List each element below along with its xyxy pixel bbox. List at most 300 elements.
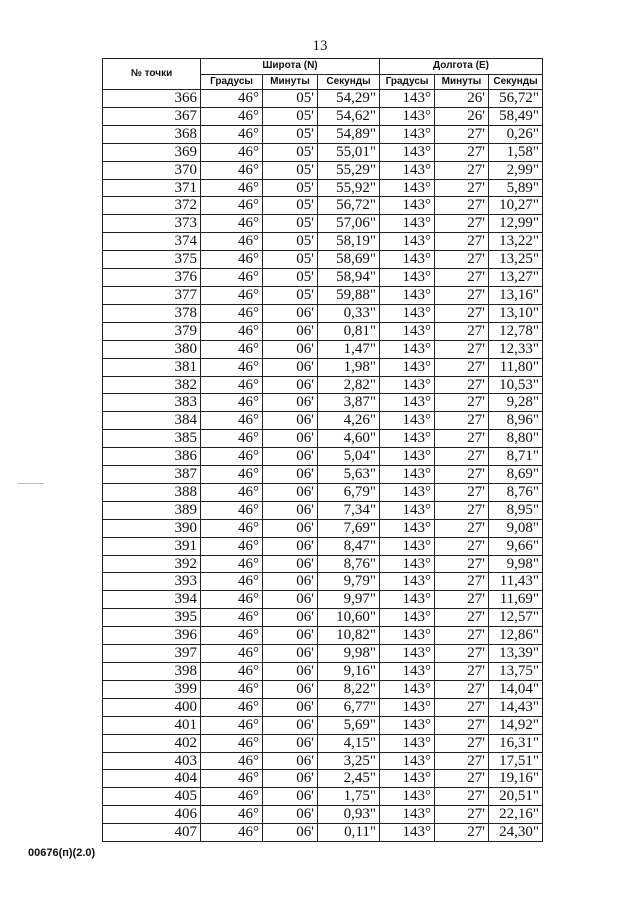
lon-seconds-cell: 13,75" [489,663,543,681]
lon-minutes-cell: 27' [435,358,489,376]
lat-degrees-cell: 46° [201,806,263,824]
lon-minutes-cell: 27' [435,591,489,609]
lat-degrees-cell: 46° [201,340,263,358]
lon-minutes-cell: 27' [435,770,489,788]
lon-seconds-cell: 13,22" [489,233,543,251]
lon-degrees-cell: 143° [380,125,435,143]
table-row [103,483,543,501]
table-row [103,394,543,412]
lon-degrees-cell: 143° [380,573,435,591]
table-row [103,358,543,376]
table-row [103,125,543,143]
lat-minutes-cell: 06' [263,698,318,716]
point-number-cell: 387 [103,466,201,484]
lon-minutes-cell: 27' [435,394,489,412]
lon-seconds-cell: 10,53" [489,376,543,394]
lat-minutes-cell: 06' [263,501,318,519]
lat-degrees-cell: 46° [201,412,263,430]
lat-minutes-cell: 06' [263,627,318,645]
table-row [103,322,543,340]
lat-seconds-cell: 2,82" [318,376,380,394]
lat-minutes-cell: 06' [263,430,318,448]
header-lat-seconds: Секунды [318,74,380,90]
lon-seconds-cell: 14,04" [489,680,543,698]
lat-degrees-cell: 46° [201,197,263,215]
point-number-cell: 393 [103,573,201,591]
lon-degrees-cell: 143° [380,251,435,269]
point-number-cell: 401 [103,716,201,734]
table-row [103,215,543,233]
lon-degrees-cell: 143° [380,179,435,197]
point-number-cell: 391 [103,537,201,555]
point-number-cell: 397 [103,645,201,663]
point-number-cell: 394 [103,591,201,609]
table-row [103,304,543,322]
lon-degrees-cell: 143° [380,466,435,484]
header-point-number: № точки [103,59,201,90]
lon-degrees-cell: 143° [380,537,435,555]
lat-minutes-cell: 05' [263,90,318,108]
lon-seconds-cell: 8,71" [489,448,543,466]
table-row [103,716,543,734]
lat-seconds-cell: 9,16" [318,663,380,681]
lat-degrees-cell: 46° [201,663,263,681]
lon-minutes-cell: 27' [435,161,489,179]
lat-degrees-cell: 46° [201,519,263,537]
lat-degrees-cell: 46° [201,215,263,233]
table-row [103,286,543,304]
lon-degrees-cell: 143° [380,770,435,788]
lon-seconds-cell: 11,43" [489,573,543,591]
table-row [103,269,543,287]
lat-seconds-cell: 54,29" [318,90,380,108]
lon-seconds-cell: 13,39" [489,645,543,663]
lat-minutes-cell: 05' [263,107,318,125]
lon-seconds-cell: 56,72" [489,90,543,108]
point-number-cell: 395 [103,609,201,627]
lat-seconds-cell: 0,11" [318,824,380,842]
lat-minutes-cell: 06' [263,680,318,698]
lat-seconds-cell: 1,75" [318,788,380,806]
table-row [103,752,543,770]
point-number-cell: 381 [103,358,201,376]
point-number-cell: 374 [103,233,201,251]
header-longitude: Долгота (E) [380,59,543,75]
lon-seconds-cell: 58,49" [489,107,543,125]
lon-minutes-cell: 27' [435,197,489,215]
lat-degrees-cell: 46° [201,251,263,269]
lat-minutes-cell: 05' [263,215,318,233]
lat-seconds-cell: 8,76" [318,555,380,573]
lat-degrees-cell: 46° [201,698,263,716]
lon-minutes-cell: 27' [435,806,489,824]
lat-seconds-cell: 54,62" [318,107,380,125]
lon-seconds-cell: 8,76" [489,483,543,501]
point-number-cell: 371 [103,179,201,197]
lat-minutes-cell: 06' [263,609,318,627]
lat-seconds-cell: 3,25" [318,752,380,770]
lon-minutes-cell: 27' [435,143,489,161]
lon-minutes-cell: 27' [435,179,489,197]
lat-degrees-cell: 46° [201,483,263,501]
point-number-cell: 388 [103,483,201,501]
table-row [103,340,543,358]
point-number-cell: 375 [103,251,201,269]
lon-seconds-cell: 0,26" [489,125,543,143]
lat-degrees-cell: 46° [201,322,263,340]
lon-minutes-cell: 27' [435,233,489,251]
lon-minutes-cell: 27' [435,340,489,358]
header-lon-minutes: Минуты [435,74,489,90]
lat-minutes-cell: 06' [263,806,318,824]
lon-degrees-cell: 143° [380,233,435,251]
lat-degrees-cell: 46° [201,466,263,484]
lat-seconds-cell: 0,33" [318,304,380,322]
lat-seconds-cell: 4,26" [318,412,380,430]
lon-degrees-cell: 143° [380,734,435,752]
point-number-cell: 390 [103,519,201,537]
point-number-cell: 402 [103,734,201,752]
lat-minutes-cell: 05' [263,179,318,197]
lon-degrees-cell: 143° [380,555,435,573]
lat-minutes-cell: 06' [263,824,318,842]
table-row [103,448,543,466]
lon-minutes-cell: 27' [435,448,489,466]
lon-minutes-cell: 27' [435,125,489,143]
lat-seconds-cell: 8,22" [318,680,380,698]
page-number: 13 [312,38,328,54]
point-number-cell: 386 [103,448,201,466]
lat-seconds-cell: 3,87" [318,394,380,412]
header-lat-degrees: Градусы [201,74,263,90]
lon-seconds-cell: 8,69" [489,466,543,484]
lon-seconds-cell: 5,89" [489,179,543,197]
lat-seconds-cell: 6,79" [318,483,380,501]
lon-seconds-cell: 12,33" [489,340,543,358]
lon-seconds-cell: 11,69" [489,591,543,609]
lon-minutes-cell: 27' [435,215,489,233]
document-code: 00676(п)(2.0) [28,847,96,859]
lon-degrees-cell: 143° [380,340,435,358]
lon-degrees-cell: 143° [380,90,435,108]
lon-minutes-cell: 27' [435,788,489,806]
lon-minutes-cell: 27' [435,716,489,734]
lat-minutes-cell: 05' [263,251,318,269]
lat-seconds-cell: 1,47" [318,340,380,358]
table-row [103,501,543,519]
lat-minutes-cell: 06' [263,340,318,358]
lon-degrees-cell: 143° [380,645,435,663]
lon-minutes-cell: 27' [435,376,489,394]
lon-seconds-cell: 11,80" [489,358,543,376]
lon-degrees-cell: 143° [380,752,435,770]
lon-degrees-cell: 143° [380,501,435,519]
lon-seconds-cell: 9,08" [489,519,543,537]
lon-seconds-cell: 2,99" [489,161,543,179]
lat-seconds-cell: 5,63" [318,466,380,484]
point-number-cell: 372 [103,197,201,215]
lat-seconds-cell: 7,34" [318,501,380,519]
lat-seconds-cell: 2,45" [318,770,380,788]
lon-degrees-cell: 143° [380,269,435,287]
point-number-cell: 389 [103,501,201,519]
lon-minutes-cell: 27' [435,269,489,287]
point-number-cell: 370 [103,161,201,179]
lat-seconds-cell: 55,01" [318,143,380,161]
lon-degrees-cell: 143° [380,394,435,412]
lon-seconds-cell: 12,99" [489,215,543,233]
lat-seconds-cell: 9,98" [318,645,380,663]
lat-minutes-cell: 06' [263,412,318,430]
lat-degrees-cell: 46° [201,591,263,609]
lat-minutes-cell: 05' [263,161,318,179]
lat-seconds-cell: 56,72" [318,197,380,215]
lon-seconds-cell: 12,86" [489,627,543,645]
lat-minutes-cell: 05' [263,286,318,304]
lon-seconds-cell: 13,10" [489,304,543,322]
lon-degrees-cell: 143° [380,448,435,466]
lat-seconds-cell: 6,77" [318,698,380,716]
point-number-cell: 384 [103,412,201,430]
lon-minutes-cell: 26' [435,107,489,125]
lon-seconds-cell: 12,78" [489,322,543,340]
point-number-cell: 407 [103,824,201,842]
point-number-cell: 378 [103,304,201,322]
lon-minutes-cell: 27' [435,537,489,555]
lon-seconds-cell: 24,30" [489,824,543,842]
lon-degrees-cell: 143° [380,376,435,394]
lon-minutes-cell: 27' [435,627,489,645]
lat-seconds-cell: 5,69" [318,716,380,734]
lat-seconds-cell: 0,93" [318,806,380,824]
point-number-cell: 392 [103,555,201,573]
table-row [103,591,543,609]
lon-seconds-cell: 9,66" [489,537,543,555]
lon-seconds-cell: 14,92" [489,716,543,734]
point-number-cell: 396 [103,627,201,645]
lat-minutes-cell: 06' [263,376,318,394]
lat-seconds-cell: 4,60" [318,430,380,448]
lon-degrees-cell: 143° [380,161,435,179]
lat-degrees-cell: 46° [201,770,263,788]
lat-minutes-cell: 06' [263,573,318,591]
lat-minutes-cell: 06' [263,448,318,466]
lon-degrees-cell: 143° [380,483,435,501]
header-latitude: Широта (N) [201,59,380,75]
point-number-cell: 380 [103,340,201,358]
point-number-cell: 385 [103,430,201,448]
lat-seconds-cell: 9,79" [318,573,380,591]
point-number-cell: 383 [103,394,201,412]
lat-seconds-cell: 57,06" [318,215,380,233]
lat-degrees-cell: 46° [201,734,263,752]
point-number-cell: 376 [103,269,201,287]
lon-seconds-cell: 22,16" [489,806,543,824]
table-row [103,609,543,627]
lon-degrees-cell: 143° [380,412,435,430]
point-number-cell: 399 [103,680,201,698]
table-row [103,519,543,537]
lat-seconds-cell: 55,29" [318,161,380,179]
lat-seconds-cell: 8,47" [318,537,380,555]
lon-seconds-cell: 1,58" [489,143,543,161]
lat-degrees-cell: 46° [201,233,263,251]
lon-minutes-cell: 27' [435,322,489,340]
lat-seconds-cell: 4,15" [318,734,380,752]
lon-seconds-cell: 19,16" [489,770,543,788]
lon-minutes-cell: 27' [435,555,489,573]
lat-seconds-cell: 9,97" [318,591,380,609]
point-number-cell: 377 [103,286,201,304]
lon-seconds-cell: 10,27" [489,197,543,215]
lat-minutes-cell: 06' [263,716,318,734]
lat-degrees-cell: 46° [201,269,263,287]
lat-degrees-cell: 46° [201,430,263,448]
point-number-cell: 398 [103,663,201,681]
lat-seconds-cell: 1,98" [318,358,380,376]
lat-minutes-cell: 05' [263,143,318,161]
lat-degrees-cell: 46° [201,394,263,412]
lat-degrees-cell: 46° [201,376,263,394]
table-row [103,412,543,430]
lon-degrees-cell: 143° [380,680,435,698]
lat-seconds-cell: 5,04" [318,448,380,466]
lat-seconds-cell: 59,88" [318,286,380,304]
point-number-cell: 367 [103,107,201,125]
lat-degrees-cell: 46° [201,143,263,161]
lat-degrees-cell: 46° [201,304,263,322]
lon-degrees-cell: 143° [380,215,435,233]
lat-degrees-cell: 46° [201,107,263,125]
lat-seconds-cell: 58,94" [318,269,380,287]
lat-minutes-cell: 05' [263,125,318,143]
table-body [103,90,543,842]
lon-minutes-cell: 27' [435,752,489,770]
lat-degrees-cell: 46° [201,358,263,376]
lat-seconds-cell: 58,69" [318,251,380,269]
lon-degrees-cell: 143° [380,197,435,215]
lat-minutes-cell: 06' [263,788,318,806]
lat-degrees-cell: 46° [201,286,263,304]
table-row [103,197,543,215]
lon-seconds-cell: 9,98" [489,555,543,573]
lat-degrees-cell: 46° [201,627,263,645]
lat-minutes-cell: 06' [263,519,318,537]
lon-degrees-cell: 143° [380,627,435,645]
table-row [103,698,543,716]
point-number-cell: 403 [103,752,201,770]
header-lon-degrees: Градусы [380,74,435,90]
point-number-cell: 369 [103,143,201,161]
lat-minutes-cell: 06' [263,734,318,752]
lat-degrees-cell: 46° [201,90,263,108]
lat-minutes-cell: 06' [263,752,318,770]
lat-minutes-cell: 05' [263,269,318,287]
lon-degrees-cell: 143° [380,788,435,806]
table-row [103,107,543,125]
lat-minutes-cell: 06' [263,358,318,376]
lat-minutes-cell: 05' [263,197,318,215]
lon-minutes-cell: 27' [435,466,489,484]
lat-minutes-cell: 06' [263,537,318,555]
lat-degrees-cell: 46° [201,448,263,466]
lat-degrees-cell: 46° [201,537,263,555]
table-row [103,537,543,555]
lat-minutes-cell: 06' [263,663,318,681]
lon-minutes-cell: 27' [435,412,489,430]
table-row [103,161,543,179]
table-row [103,555,543,573]
table-row [103,824,543,842]
lon-minutes-cell: 27' [435,698,489,716]
table-row [103,376,543,394]
table-row [103,788,543,806]
lon-minutes-cell: 27' [435,663,489,681]
lon-seconds-cell: 13,27" [489,269,543,287]
lat-degrees-cell: 46° [201,179,263,197]
lon-degrees-cell: 143° [380,286,435,304]
lat-seconds-cell: 7,69" [318,519,380,537]
point-number-cell: 373 [103,215,201,233]
lat-degrees-cell: 46° [201,609,263,627]
lon-minutes-cell: 27' [435,824,489,842]
lat-degrees-cell: 46° [201,645,263,663]
lon-degrees-cell: 143° [380,430,435,448]
lon-degrees-cell: 143° [380,358,435,376]
lat-minutes-cell: 06' [263,304,318,322]
lon-minutes-cell: 27' [435,430,489,448]
lon-minutes-cell: 27' [435,519,489,537]
lat-degrees-cell: 46° [201,555,263,573]
lat-minutes-cell: 06' [263,466,318,484]
point-number-cell: 404 [103,770,201,788]
lat-minutes-cell: 06' [263,591,318,609]
header-lon-seconds: Секунды [489,74,543,90]
lat-degrees-cell: 46° [201,161,263,179]
lon-minutes-cell: 27' [435,680,489,698]
table-row [103,680,543,698]
lon-seconds-cell: 12,57" [489,609,543,627]
lon-seconds-cell: 8,96" [489,412,543,430]
lon-seconds-cell: 8,95" [489,501,543,519]
lon-minutes-cell: 27' [435,304,489,322]
lat-seconds-cell: 54,89" [318,125,380,143]
lat-minutes-cell: 06' [263,322,318,340]
table-row [103,179,543,197]
lon-degrees-cell: 143° [380,591,435,609]
lon-degrees-cell: 143° [380,716,435,734]
lat-degrees-cell: 46° [201,125,263,143]
point-number-cell: 406 [103,806,201,824]
lon-minutes-cell: 27' [435,609,489,627]
point-number-cell: 379 [103,322,201,340]
point-number-cell: 382 [103,376,201,394]
lon-seconds-cell: 16,31" [489,734,543,752]
lat-minutes-cell: 05' [263,233,318,251]
lon-seconds-cell: 8,80" [489,430,543,448]
lon-degrees-cell: 143° [380,609,435,627]
table-row [103,233,543,251]
lon-degrees-cell: 143° [380,304,435,322]
point-number-cell: 368 [103,125,201,143]
lat-degrees-cell: 46° [201,680,263,698]
lat-seconds-cell: 55,92" [318,179,380,197]
table-row [103,645,543,663]
point-number-cell: 400 [103,698,201,716]
lat-degrees-cell: 46° [201,716,263,734]
lat-minutes-cell: 06' [263,645,318,663]
lat-minutes-cell: 06' [263,483,318,501]
